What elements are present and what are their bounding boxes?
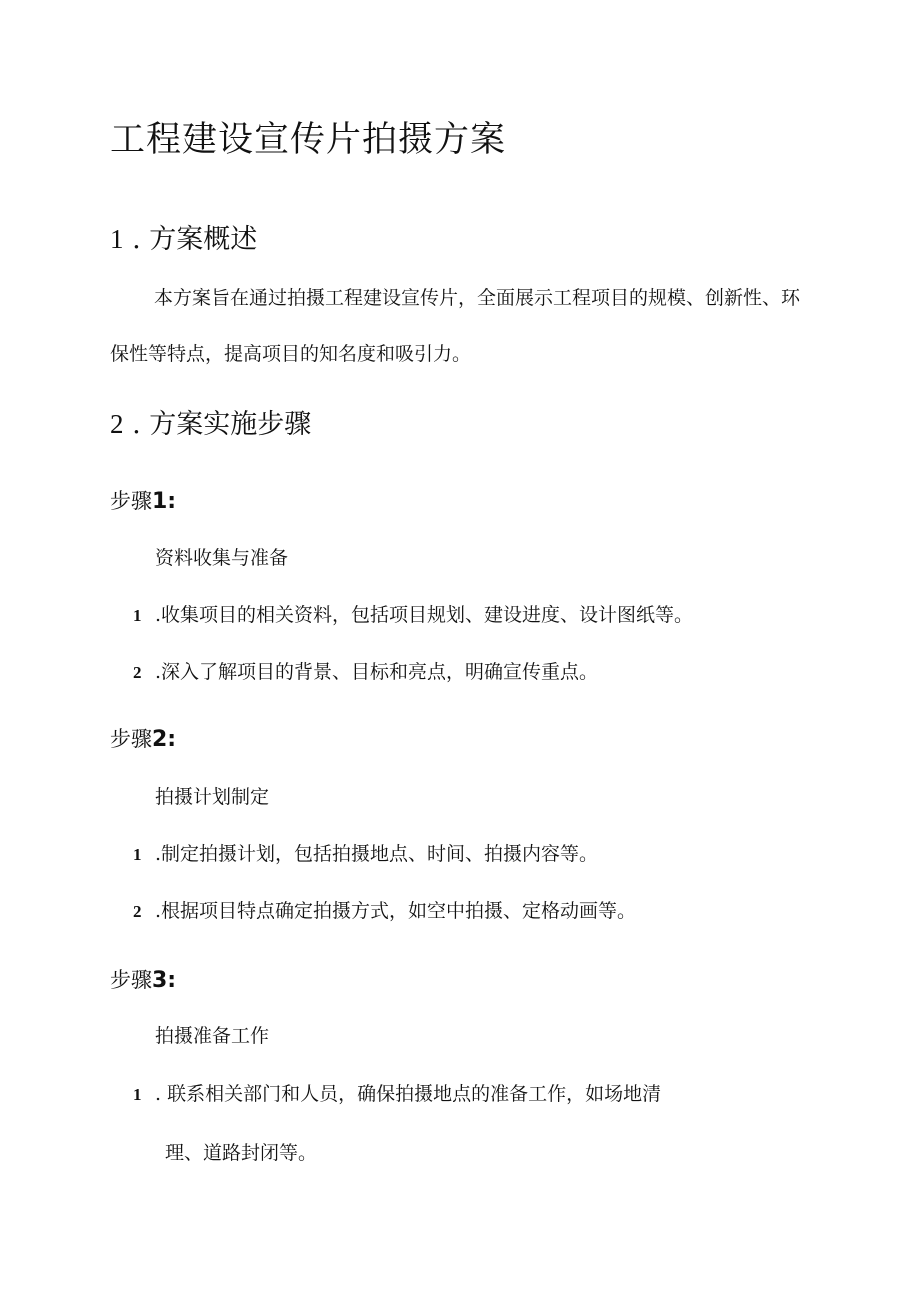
list-item-text: .根据项目特点确定拍摄方式，如空中拍摄、定格动画等。: [155, 900, 637, 922]
list-item-text: .收集项目的相关资料，包括项目规划、建设进度、设计图纸等。: [155, 604, 694, 626]
step-number: 2:: [152, 727, 177, 752]
list-item-text: . 联系相关部门和人员，确保拍摄地点的准备工作，如场地清: [155, 1083, 662, 1105]
section-heading-1: [110, 217, 257, 256]
list-item: [133, 657, 598, 684]
overview-paragraph: 本方案旨在通过拍摄工程建设宣传片，全面展示工程项目的规模、创新性、环保性等特点，提高项目的知名度和吸引力。: [110, 287, 801, 365]
step-subtitle-2: 拍摄计划制定: [155, 786, 270, 808]
step-label: 步骤: [110, 968, 152, 992]
section-number: 1: [110, 224, 124, 254]
section-separator: .: [132, 224, 141, 255]
section-separator: .: [132, 409, 141, 440]
step-heading-1: [110, 485, 176, 515]
list-item: [133, 600, 693, 627]
list-item-index: 2: [133, 902, 142, 921]
section-title: 方案实施步骤: [149, 409, 312, 440]
step-number: 1:: [152, 489, 177, 514]
page-title: 工程建设宣传片拍摄方案: [110, 120, 507, 160]
list-item: [133, 1079, 661, 1106]
step-subtitle-3: 拍摄准备工作: [155, 1025, 270, 1047]
section-title: 方案概述: [149, 224, 258, 255]
list-item-index: 1: [133, 606, 142, 625]
list-item-index: 2: [133, 663, 142, 682]
step-number: 3:: [152, 968, 177, 993]
list-item-index: 1: [133, 845, 142, 864]
section-number: 2: [110, 409, 124, 439]
list-item: [133, 839, 598, 866]
step-subtitle-1: 资料收集与准备: [155, 547, 289, 569]
step-heading-2: [110, 723, 176, 753]
list-item-text: .制定拍摄计划，包括拍摄地点、时间、拍摄内容等。: [155, 843, 599, 865]
step-label: 步骤: [110, 489, 152, 513]
list-item-index: 1: [133, 1085, 142, 1104]
step-heading-3: [110, 964, 176, 994]
list-item: [133, 896, 636, 923]
list-item-text: .深入了解项目的背景、目标和亮点，明确宣传重点。: [155, 661, 599, 683]
section-heading-2: [110, 402, 311, 441]
list-item-continuation: 理、道路封闭等。: [165, 1142, 318, 1164]
step-label: 步骤: [110, 727, 152, 751]
